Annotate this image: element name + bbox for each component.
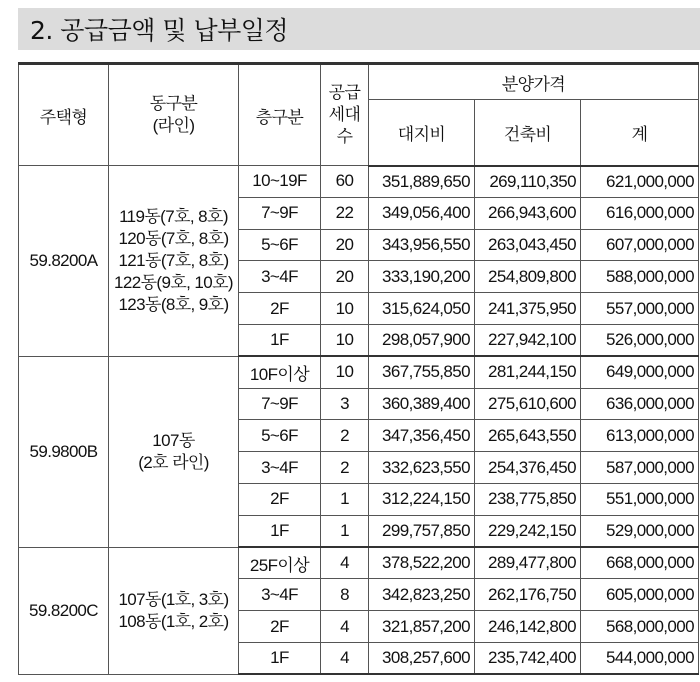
total-price-cell: 668,000,000 [581,547,699,579]
header-housing-type: 주택형 [19,64,109,166]
total-price-cell: 649,000,000 [581,356,699,388]
header-floor: 층구분 [239,64,321,166]
total-price-cell: 551,000,000 [581,483,699,515]
land-cost-cell: 342,823,250 [369,579,475,611]
header-building-cost: 건축비 [475,100,581,166]
building-cost-cell: 263,043,450 [475,229,581,261]
total-price-cell: 568,000,000 [581,611,699,643]
building-cost-cell: 235,742,400 [475,642,581,674]
units-cell: 10 [321,324,369,356]
land-cost-cell: 347,356,450 [369,420,475,452]
floor-cell: 2F [239,611,321,643]
total-price-cell: 588,000,000 [581,261,699,293]
floor-cell: 10F이상 [239,356,321,388]
total-price-cell: 613,000,000 [581,420,699,452]
building-cost-cell: 246,142,800 [475,611,581,643]
land-cost-cell: 299,757,850 [369,515,475,547]
units-cell: 1 [321,515,369,547]
header-dong-text: 동구분 (라인) [149,94,198,135]
units-cell: 22 [321,197,369,229]
total-price-cell: 557,000,000 [581,293,699,325]
building-cost-cell: 227,942,100 [475,324,581,356]
land-cost-cell: 378,522,200 [369,547,475,579]
housing-type-cell: 59.8200A [19,166,109,357]
units-cell: 4 [321,547,369,579]
total-price-cell: 544,000,000 [581,642,699,674]
land-cost-cell: 321,857,200 [369,611,475,643]
header-land-cost: 대지비 [369,100,475,166]
building-cost-cell: 265,643,550 [475,420,581,452]
land-cost-cell: 333,190,200 [369,261,475,293]
building-cost-cell: 254,376,450 [475,452,581,484]
units-cell: 60 [321,166,369,198]
floor-cell: 1F [239,515,321,547]
units-cell: 2 [321,420,369,452]
housing-type-cell: 59.8200C [19,547,109,674]
building-cost-cell: 229,242,150 [475,515,581,547]
floor-cell: 3~4F [239,452,321,484]
supply-price-table [18,62,699,675]
land-cost-cell: 343,956,550 [369,229,475,261]
total-price-cell: 616,000,000 [581,197,699,229]
land-cost-cell: 367,755,850 [369,356,475,388]
floor-cell: 2F [239,483,321,515]
building-cost-cell: 281,244,150 [475,356,581,388]
building-cost-cell: 269,110,350 [475,166,581,198]
header-units-text: 공급 세대 수 [328,83,361,146]
building-cost-cell: 266,943,600 [475,197,581,229]
building-cost-cell: 289,477,800 [475,547,581,579]
units-cell: 4 [321,642,369,674]
land-cost-cell: 312,224,150 [369,483,475,515]
building-cost-cell: 262,176,750 [475,579,581,611]
dong-line-cell: 119동(7호, 8호) 120동(7호, 8호) 121동(7호, 8호) 122동(9호, 10호) 123동(8호, 9호) [109,166,239,357]
units-cell: 10 [321,356,369,388]
building-cost-cell: 241,375,950 [475,293,581,325]
floor-cell: 5~6F [239,229,321,261]
header-dong-line [109,64,239,166]
units-cell: 20 [321,261,369,293]
building-cost-cell: 254,809,800 [475,261,581,293]
land-cost-cell: 349,056,400 [369,197,475,229]
units-cell: 1 [321,483,369,515]
land-cost-cell: 360,389,400 [369,388,475,420]
total-price-cell: 607,000,000 [581,229,699,261]
floor-cell: 1F [239,642,321,674]
total-price-cell: 529,000,000 [581,515,699,547]
floor-cell: 5~6F [239,420,321,452]
building-cost-cell: 238,775,850 [475,483,581,515]
floor-cell: 3~4F [239,579,321,611]
table-row [19,166,699,198]
land-cost-cell: 332,623,550 [369,452,475,484]
housing-type-cell: 59.9800B [19,356,109,547]
land-cost-cell: 308,257,600 [369,642,475,674]
total-price-cell: 621,000,000 [581,166,699,198]
header-total: 계 [581,100,699,166]
floor-cell: 3~4F [239,261,321,293]
land-cost-cell: 298,057,900 [369,324,475,356]
table-row [19,547,699,579]
floor-cell: 7~9F [239,388,321,420]
units-cell: 10 [321,293,369,325]
floor-cell: 2F [239,293,321,325]
total-price-cell: 636,000,000 [581,388,699,420]
header-sale-price: 분양가격 [369,64,699,100]
building-cost-cell: 275,610,600 [475,388,581,420]
dong-line-cell: 107동 (2호 라인) [109,356,239,547]
total-price-cell: 605,000,000 [581,579,699,611]
floor-cell: 10~19F [239,166,321,198]
dong-line-cell: 107동(1호, 3호) 108동(1호, 2호) [109,547,239,674]
floor-cell: 25F이상 [239,547,321,579]
land-cost-cell: 351,889,650 [369,166,475,198]
price-table-body [19,166,699,675]
units-cell: 2 [321,452,369,484]
units-cell: 4 [321,611,369,643]
header-units [321,64,369,166]
units-cell: 8 [321,579,369,611]
floor-cell: 7~9F [239,197,321,229]
total-price-cell: 526,000,000 [581,324,699,356]
section-title: 2. 공급금액 및 납부일정 [18,8,700,50]
floor-cell: 1F [239,324,321,356]
total-price-cell: 587,000,000 [581,452,699,484]
table-row [19,356,699,388]
units-cell: 3 [321,388,369,420]
land-cost-cell: 315,624,050 [369,293,475,325]
units-cell: 20 [321,229,369,261]
